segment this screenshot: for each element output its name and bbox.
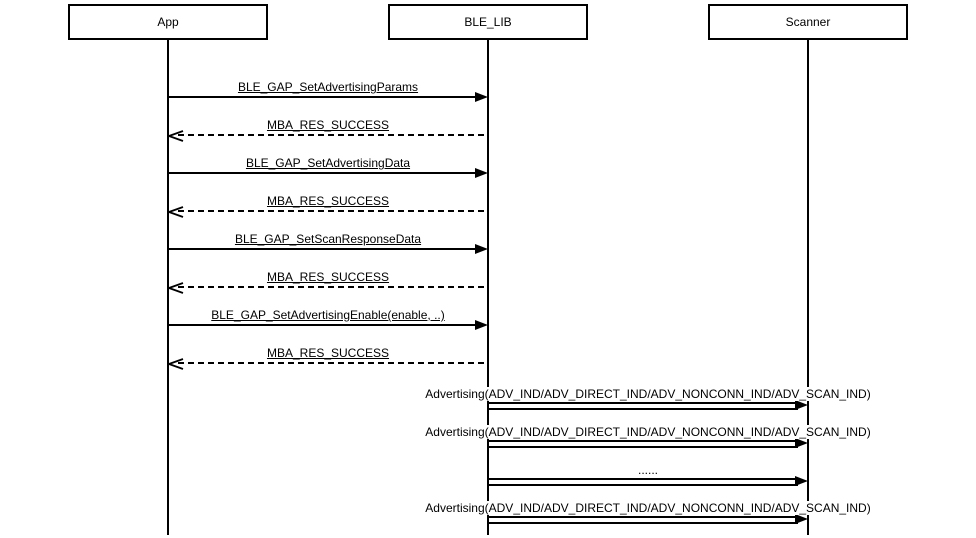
arrowhead-open-icon [168,281,184,299]
lifeline-scanner [807,40,809,535]
message-line [489,522,798,524]
message-line [178,286,487,288]
message-label: MBA_RES_SUCCESS [266,194,390,208]
message-line-upper [489,516,798,518]
message-label: Advertising(ADV_IND/ADV_DIRECT_IND/ADV_NONCONN_IND/ADV_SCAN_IND) [425,501,871,515]
message-line [169,324,478,326]
arrowhead-filled-icon [795,476,808,486]
arrowhead-filled-icon [475,92,488,102]
arrowhead-filled-icon [795,400,808,410]
arrowhead-filled-icon [475,168,488,178]
message-label: BLE_GAP_SetScanResponseData [234,232,422,246]
message-label: MBA_RES_SUCCESS [266,270,390,284]
message-label: Advertising(ADV_IND/ADV_DIRECT_IND/ADV_NONCONN_IND/ADV_SCAN_IND) [425,425,871,439]
message-line-upper [489,478,798,480]
arrowhead-filled-icon [795,514,808,524]
actor-box-ble_lib: BLE_LIB [388,4,588,40]
message-line [489,408,798,410]
arrowhead-open-icon [168,357,184,375]
message-label: ...... [637,463,659,477]
message-line-upper [489,402,798,404]
message-label: BLE_GAP_SetAdvertisingParams [237,80,419,94]
message-line [169,248,478,250]
message-line [178,362,487,364]
message-line-upper [489,440,798,442]
arrowhead-filled-icon [795,438,808,448]
message-line [178,210,487,212]
message-line [169,96,478,98]
actor-box-app: App [68,4,268,40]
message-line [489,484,798,486]
lifeline-ble_lib [487,40,489,535]
message-label: MBA_RES_SUCCESS [266,346,390,360]
arrowhead-open-icon [168,129,184,147]
actor-box-scanner: Scanner [708,4,908,40]
message-line [169,172,478,174]
arrowhead-filled-icon [475,244,488,254]
message-line [489,446,798,448]
message-label: BLE_GAP_SetAdvertisingData [245,156,411,170]
message-label: Advertising(ADV_IND/ADV_DIRECT_IND/ADV_NONCONN_IND/ADV_SCAN_IND) [425,387,871,401]
arrowhead-open-icon [168,205,184,223]
message-label: MBA_RES_SUCCESS [266,118,390,132]
message-label: BLE_GAP_SetAdvertisingEnable(enable, ..) [211,308,445,322]
message-line [178,134,487,136]
arrowhead-filled-icon [475,320,488,330]
